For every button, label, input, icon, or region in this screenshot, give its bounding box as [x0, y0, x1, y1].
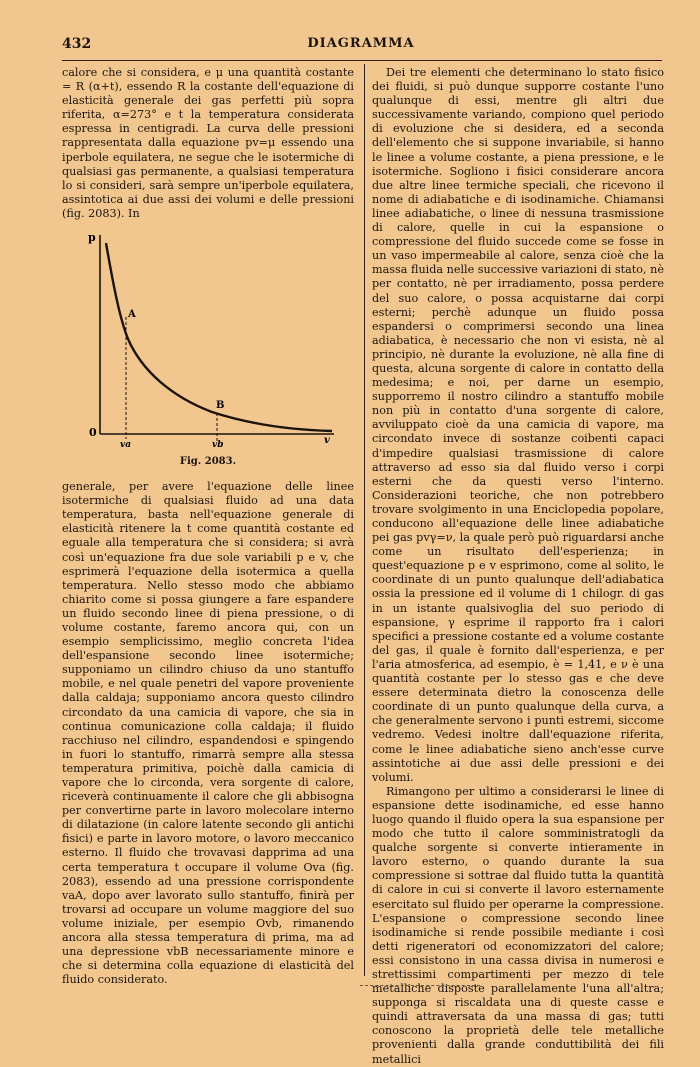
- page-number: 432: [62, 36, 92, 52]
- right-paragraph-1: Dei tre elementi che determinano lo stato fisico dei fluidi, si può dunque supporre costante l'uno qualunque di essi, mentre gli altri due successivamente variando, compiono quel periodo di evoluzione che si desidera, ed a seconda dell'elemento che si suppone invariabile, si hanno le linee a volume costante, a piena pressione, e le isotermiche. Sogliono i fisici considerare ancora due altre linee termiche speciali, che ricevono il nome di adiabatiche e di isodinamiche. Chiamansi linee adiabatiche, o linee di nessuna trasmissione di calore, quelle in cui la espansione o compressione del fluido succede come se fosse in un vaso impermeabile al calore, senza cioè che la massa fluida nelle successive variazioni di stato, nè per contatto, nè per irradiamento, possa perdere del suo calore, o possa acquistarne dai corpi esterni; perchè adunque un fluido possa espandersi o comprimersi secondo una linea adiabatica, è necessario che non vi esista, nè al principio, nè durante la evoluzione, nè alla fine di questa, alcuna sorgente di calore in contatto della medesima; e noi, per darne un esempio, supporremo il nostro cilindro a stantuffo mobile non più in contatto d'una sorgente di calore, avviluppato cioè da una camicia di vapore, ma circondato invece di sostanze coibenti capaci d'impedire qualsiasi trasmissione di calore attraverso ad esso sia dal fluido verso i corpi esterni che da questi verso l'interno. Considerazioni teoriche, che non potrebbero trovare svolgimento in una Enciclopedia popolare, conducono all'equazione delle linee adiabatiche pei gas pvγ=ν, la quale però può riguardarsi anche come un risultato dell'esperienza; in quest'equazione p e v esprimono, come al solito, le coordinate di un punto qualunque dell'adiabatica ossia la pressione ed il volume di 1 chilogr. di gas in un istante qualsivoglia del suo periodo di espansione, γ esprime il rapporto fra i calori specifici a pressione costante ed a volume costante del gas, il quale è fornito dall'esperienza, e per l'aria atmosferica, ad esempio, è = 1,41, e ν è una quantità costante per lo stesso gas e che deve essere determinata dietro la conoscenza delle coordinate di un punto qualunque della curva, a che generalmente servono i punti estremi, siccome vedremo. Vedesi inoltre dall'equazione riferita, come le linee adiabatiche sieno anch'esse curve assintotiche ai due assi delle pressioni e dei volumi.: [372, 66, 664, 784]
- isotherm-diagram: [62, 229, 354, 454]
- left-paragraph-2: generale, per avere l'equazione delle linee isotermiche di qualsiasi fluido ad una data temperatura, basta nell'equazione generale di elasticità ritenere la t come quantità costante ed eguale alla temperatura che si considera; si avrà così un'equazione fra due sole variabili p e v, che esprimerà l'equazione della isotermica a quella temperatura. Nello stesso modo che abbiamo chiarito come si possa giungere a fare espandere un fluido secondo linee di piena pressione, o di volume costante, faremo ancora qui, con un esempio semplicissimo, meglio concreta l'idea dell'espansione secondo linee isotermiche; supponiamo un cilindro chiuso da uno stantuffo mobile, e nel quale penetri del vapore proveniente dalla caldaja; supponiamo ancora questo cilindro circondato da una camicia di vapore, che sia in continua comunicazione colla caldaja; il fluido racchiuso nel cilindro, espandendosi e spingendo in fuori lo stantuffo, rimarrà sempre alla stessa temperatura primitiva, poichè dalla camicia di vapore che lo circonda, vera sorgente di calore, riceverà continuamente il calore che gli abbisogna per convertirne parte in lavoro molecolare interno di dilatazione (in calore latente secondo gli antichi fisici) e parte in lavoro motore, o lavoro meccanico esterno. Il fluido che trovavasi dapprima ad una certa temperatura t occupare il volume Ova (fig. 2083), essendo ad una pressione corrispondente vaA, dopo aver lavorato sullo stantuffo, finirà per trovarsi ad occupare un volume maggiore del suo volume iniziale, per esempio Ovb, rimanendo ancora alla stessa temperatura di prima, ma ad una depressione vbB necessariamente minore e che si determina colla equazione di elasticità del fluido considerato.: [62, 480, 354, 987]
- va-label: va: [120, 440, 132, 451]
- footer-rule: [360, 985, 480, 986]
- origin-label: 0: [89, 426, 97, 440]
- running-title: DIAGRAMMA: [307, 36, 415, 51]
- figure-2083: [62, 229, 354, 474]
- v-axis-label: v: [324, 435, 330, 447]
- left-column: [62, 66, 354, 987]
- header-rule: [62, 60, 662, 61]
- right-column: [372, 66, 664, 1066]
- p-axis-label: p: [88, 231, 96, 245]
- left-paragraph-1: calore che si considera, e μ una quantità costante = R (α+t), essendo R la costante dell'equazione di elasticità generale dei gas perfetti più sopra riferita, α=273° e t la temperatura considerata espressa in centigradi. La curva delle pressioni rappresentata dalla equazione pv=μ essendo una iperbole equilatera, ne segue che le isotermiche di qualsiasi gas permanente, a qualsiasi temperatura lo si consideri, sarà sempre un'iperbole equilatera, assintotica ai due assi dei volumi e delle pressioni (fig. 2083). In: [62, 66, 354, 220]
- point-a-label: A: [128, 309, 136, 321]
- point-b-label: B: [216, 400, 225, 412]
- right-paragraph-2: Rimangono per ultimo a considerarsi le linee di espansione dette isodinamiche, ed esse hanno luogo quando il fluido opera la sua espansione per modo che tutto il calore somministratogli da qualche sorgente si converte intieramente in lavoro esterno, o quando durante la sua compressione si sottrae dal fluido tutta la quantità di calore in cui si converte il lavoro esternamente esercitato sul fluido per operarne la compressione. L'espansione o compressione secondo linee isodinamiche si rende possibile mediante i così detti rigeneratori od economizzatori del calore; essi consistono in una cassa divisa in numerosi e strettissimi compartimenti per mezzo di tele metalliche disposte parallelamente l'una all'altra; supponga si riscaldata una di queste casse e quindi attraversata da una massa di gas; tutti conoscono la proprietà delle tele metalliche provenienti dalla grande conduttibilità dei fili metallici: [372, 784, 664, 1066]
- column-divider: [364, 64, 365, 976]
- vb-label: vb: [212, 440, 224, 451]
- page-header: [62, 36, 660, 56]
- figure-caption: Fig. 2083.: [179, 456, 237, 468]
